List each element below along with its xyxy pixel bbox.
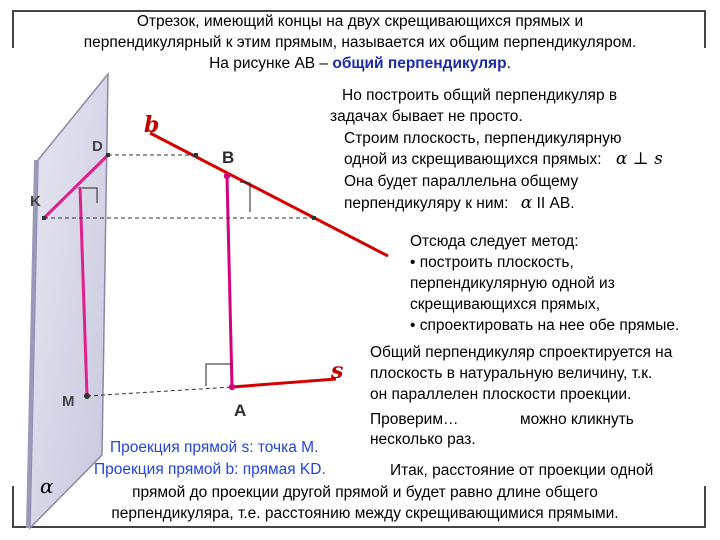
intro-line-2: перпендикулярный к этим прямым, называется их общим перпендикуляром. — [83, 34, 637, 51]
common-perpendicular-term: общий перпендикуляр — [332, 55, 507, 72]
method-line-3: перпендикулярную одной из — [410, 275, 615, 292]
intro-line-3-suffix: . — [506, 55, 511, 72]
label-alpha: α — [40, 474, 54, 498]
right-p3-line-1: Она будет параллельна общему — [344, 173, 579, 190]
right-p3-line-2-suffix: II АВ. — [536, 195, 575, 212]
point-a — [229, 384, 235, 390]
perpendicular-ab — [227, 176, 232, 387]
method-line-1: Отсюда следует метод: — [410, 233, 579, 250]
right-p2-line-1: Строим плоскость, перпендикулярную — [344, 130, 622, 147]
label-A: A — [234, 401, 247, 420]
right-angle-mark-b — [240, 182, 250, 212]
alpha-symbol: α — [520, 193, 533, 213]
projection-note-line-2: плоскость в натуральную величину, т.к. — [370, 365, 653, 382]
projection-note-line-5: несколько раз. — [370, 431, 476, 448]
label-K: K — [30, 193, 41, 210]
projection-note-line-3: он параллелен плоскости проекции. — [370, 386, 632, 403]
right-p2-line-2 — [344, 150, 663, 169]
check-text: Проверим… — [370, 411, 459, 428]
point-b-end — [194, 153, 198, 157]
right-p3-line-2-text: перпендикуляру к ним: — [344, 195, 509, 212]
conclusion-line-2: прямой до проекции другой прямой и будет равно длине общего — [132, 484, 598, 501]
line-s — [232, 379, 336, 387]
label-s: s — [331, 358, 344, 384]
label-B: B — [222, 148, 235, 167]
label-b: b — [144, 112, 160, 138]
right-p1-line-1: Но построить общий перпендикуляр в — [342, 87, 618, 104]
projection-b-note: Проекция прямой b: прямая KD. — [94, 461, 326, 478]
projector-m — [87, 387, 232, 396]
right-p3-line-2 — [344, 194, 575, 213]
method-line-2: • построить плоскость, — [410, 254, 574, 271]
right-p2-line-2-text: одной из скрещивающихся прямых: — [344, 151, 602, 168]
label-D: D — [92, 138, 103, 155]
intro-line-1: Отрезок, имеющий концы на двух скрещивающихся прямых и — [136, 13, 584, 30]
point-m — [84, 393, 90, 399]
alpha-perp-s-formula: α ⊥ s — [615, 149, 663, 169]
method-line-5: • спроектировать на нее обе прямые. — [410, 317, 680, 334]
click-hint-text: можно кликнуть — [520, 411, 634, 428]
projection-note-line-1: Общий перпендикуляр спроектируется на — [370, 344, 673, 361]
right-angle-mark-a — [206, 364, 231, 386]
point-b — [224, 173, 230, 179]
intro-line-3 — [0, 54, 720, 73]
right-p1-line-2: задачах бывает не просто. — [330, 108, 523, 125]
intro-line-3-prefix: На рисунке АВ – — [209, 55, 333, 72]
point-k — [42, 216, 46, 220]
point-d — [106, 153, 110, 157]
label-M: M — [62, 393, 75, 410]
conclusion-line-3: перпендикуляра, т.е. расстоянию между скрещивающимися прямыми. — [111, 505, 619, 522]
projection-s-note: Проекция прямой s: точка M. — [110, 439, 319, 456]
conclusion-line-1: Итак, расстояние от проекции одной — [390, 462, 654, 479]
method-line-4: скрещивающихся прямых, — [410, 296, 601, 313]
point-b-far — [312, 216, 316, 220]
